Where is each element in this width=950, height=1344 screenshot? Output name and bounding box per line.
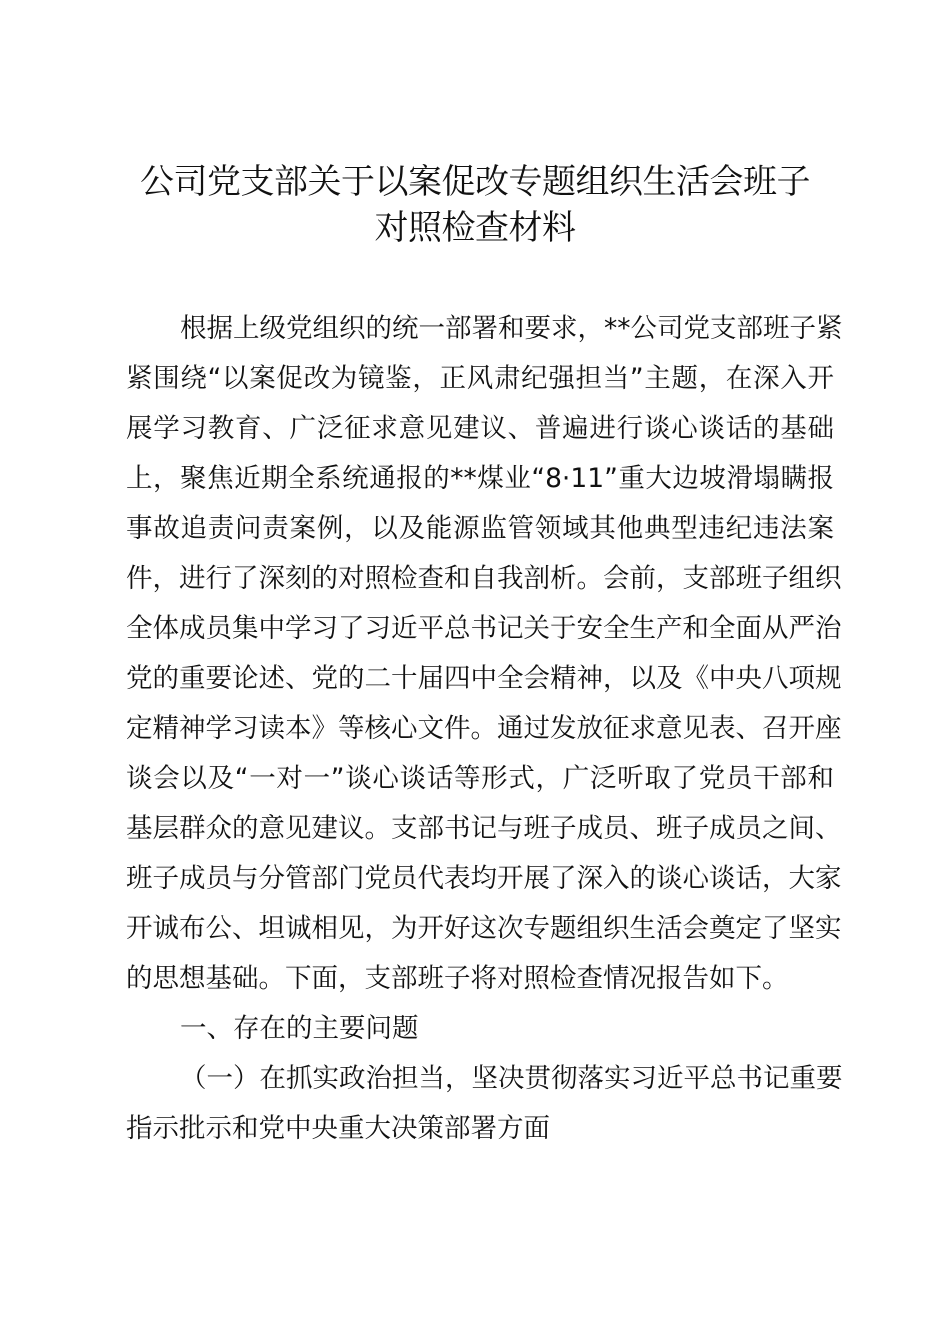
document-title-line-1: 公司党支部关于以案促改专题组织生活会班子 xyxy=(140,162,810,202)
paragraph-1-line: 党的重要论述、党的二十届四中全会精神，以及《中央八项规 xyxy=(126,663,842,694)
paragraph-1-line: 展学习教育、广泛征求意见建议、普遍进行谈心谈话的基础 xyxy=(126,413,834,444)
paragraph-1-line: 根据上级党组织的统一部署和要求，**公司党支部班子紧 xyxy=(180,313,843,344)
paragraph-1-line: 谈会以及“一对一”谈心谈话等形式，广泛听取了党员干部和 xyxy=(126,763,834,794)
paragraph-1-line: 上，聚焦近期全系统通报的**煤业“8·11”重大边坡滑塌瞒报 xyxy=(126,463,834,494)
paragraph-1-line: 班子成员与分管部门党员代表均开展了深入的谈心谈话，大家 xyxy=(126,863,842,894)
paragraph-1-line: 全体成员集中学习了习近平总书记关于安全生产和全面从严治 xyxy=(126,613,842,644)
document-title-line-2: 对照检查材料 xyxy=(374,208,576,248)
paragraph-1-line: 件，进行了深刻的对照检查和自我剖析。会前，支部班子组织 xyxy=(126,563,842,594)
paragraph-1-line: 开诚布公、坦诚相见，为开好这次专题组织生活会奠定了坚实 xyxy=(126,913,842,944)
paragraph-1-line: 的思想基础。下面，支部班子将对照检查情况报告如下。 xyxy=(126,963,789,994)
paragraph-1-line: 定精神学习读本》等核心文件。通过发放征求意见表、召开座 xyxy=(126,713,842,744)
subsection-heading-line: （一）在抓实政治担当，坚决贯彻落实习近平总书记重要 xyxy=(180,1063,843,1094)
subsection-heading-line: 指示批示和党中央重大决策部署方面 xyxy=(126,1113,550,1144)
paragraph-1-line: 基层群众的意见建议。支部书记与班子成员、班子成员之间、 xyxy=(126,813,842,844)
paragraph-1-line: 紧围绕“以案促改为镜鉴，正风肃纪强担当”主题，在深入开 xyxy=(126,363,834,394)
section-heading-1: 一、存在的主要问题 xyxy=(180,1013,419,1044)
paragraph-1-line: 事故追责问责案例，以及能源监管领域其他典型违纪违法案 xyxy=(126,513,834,544)
